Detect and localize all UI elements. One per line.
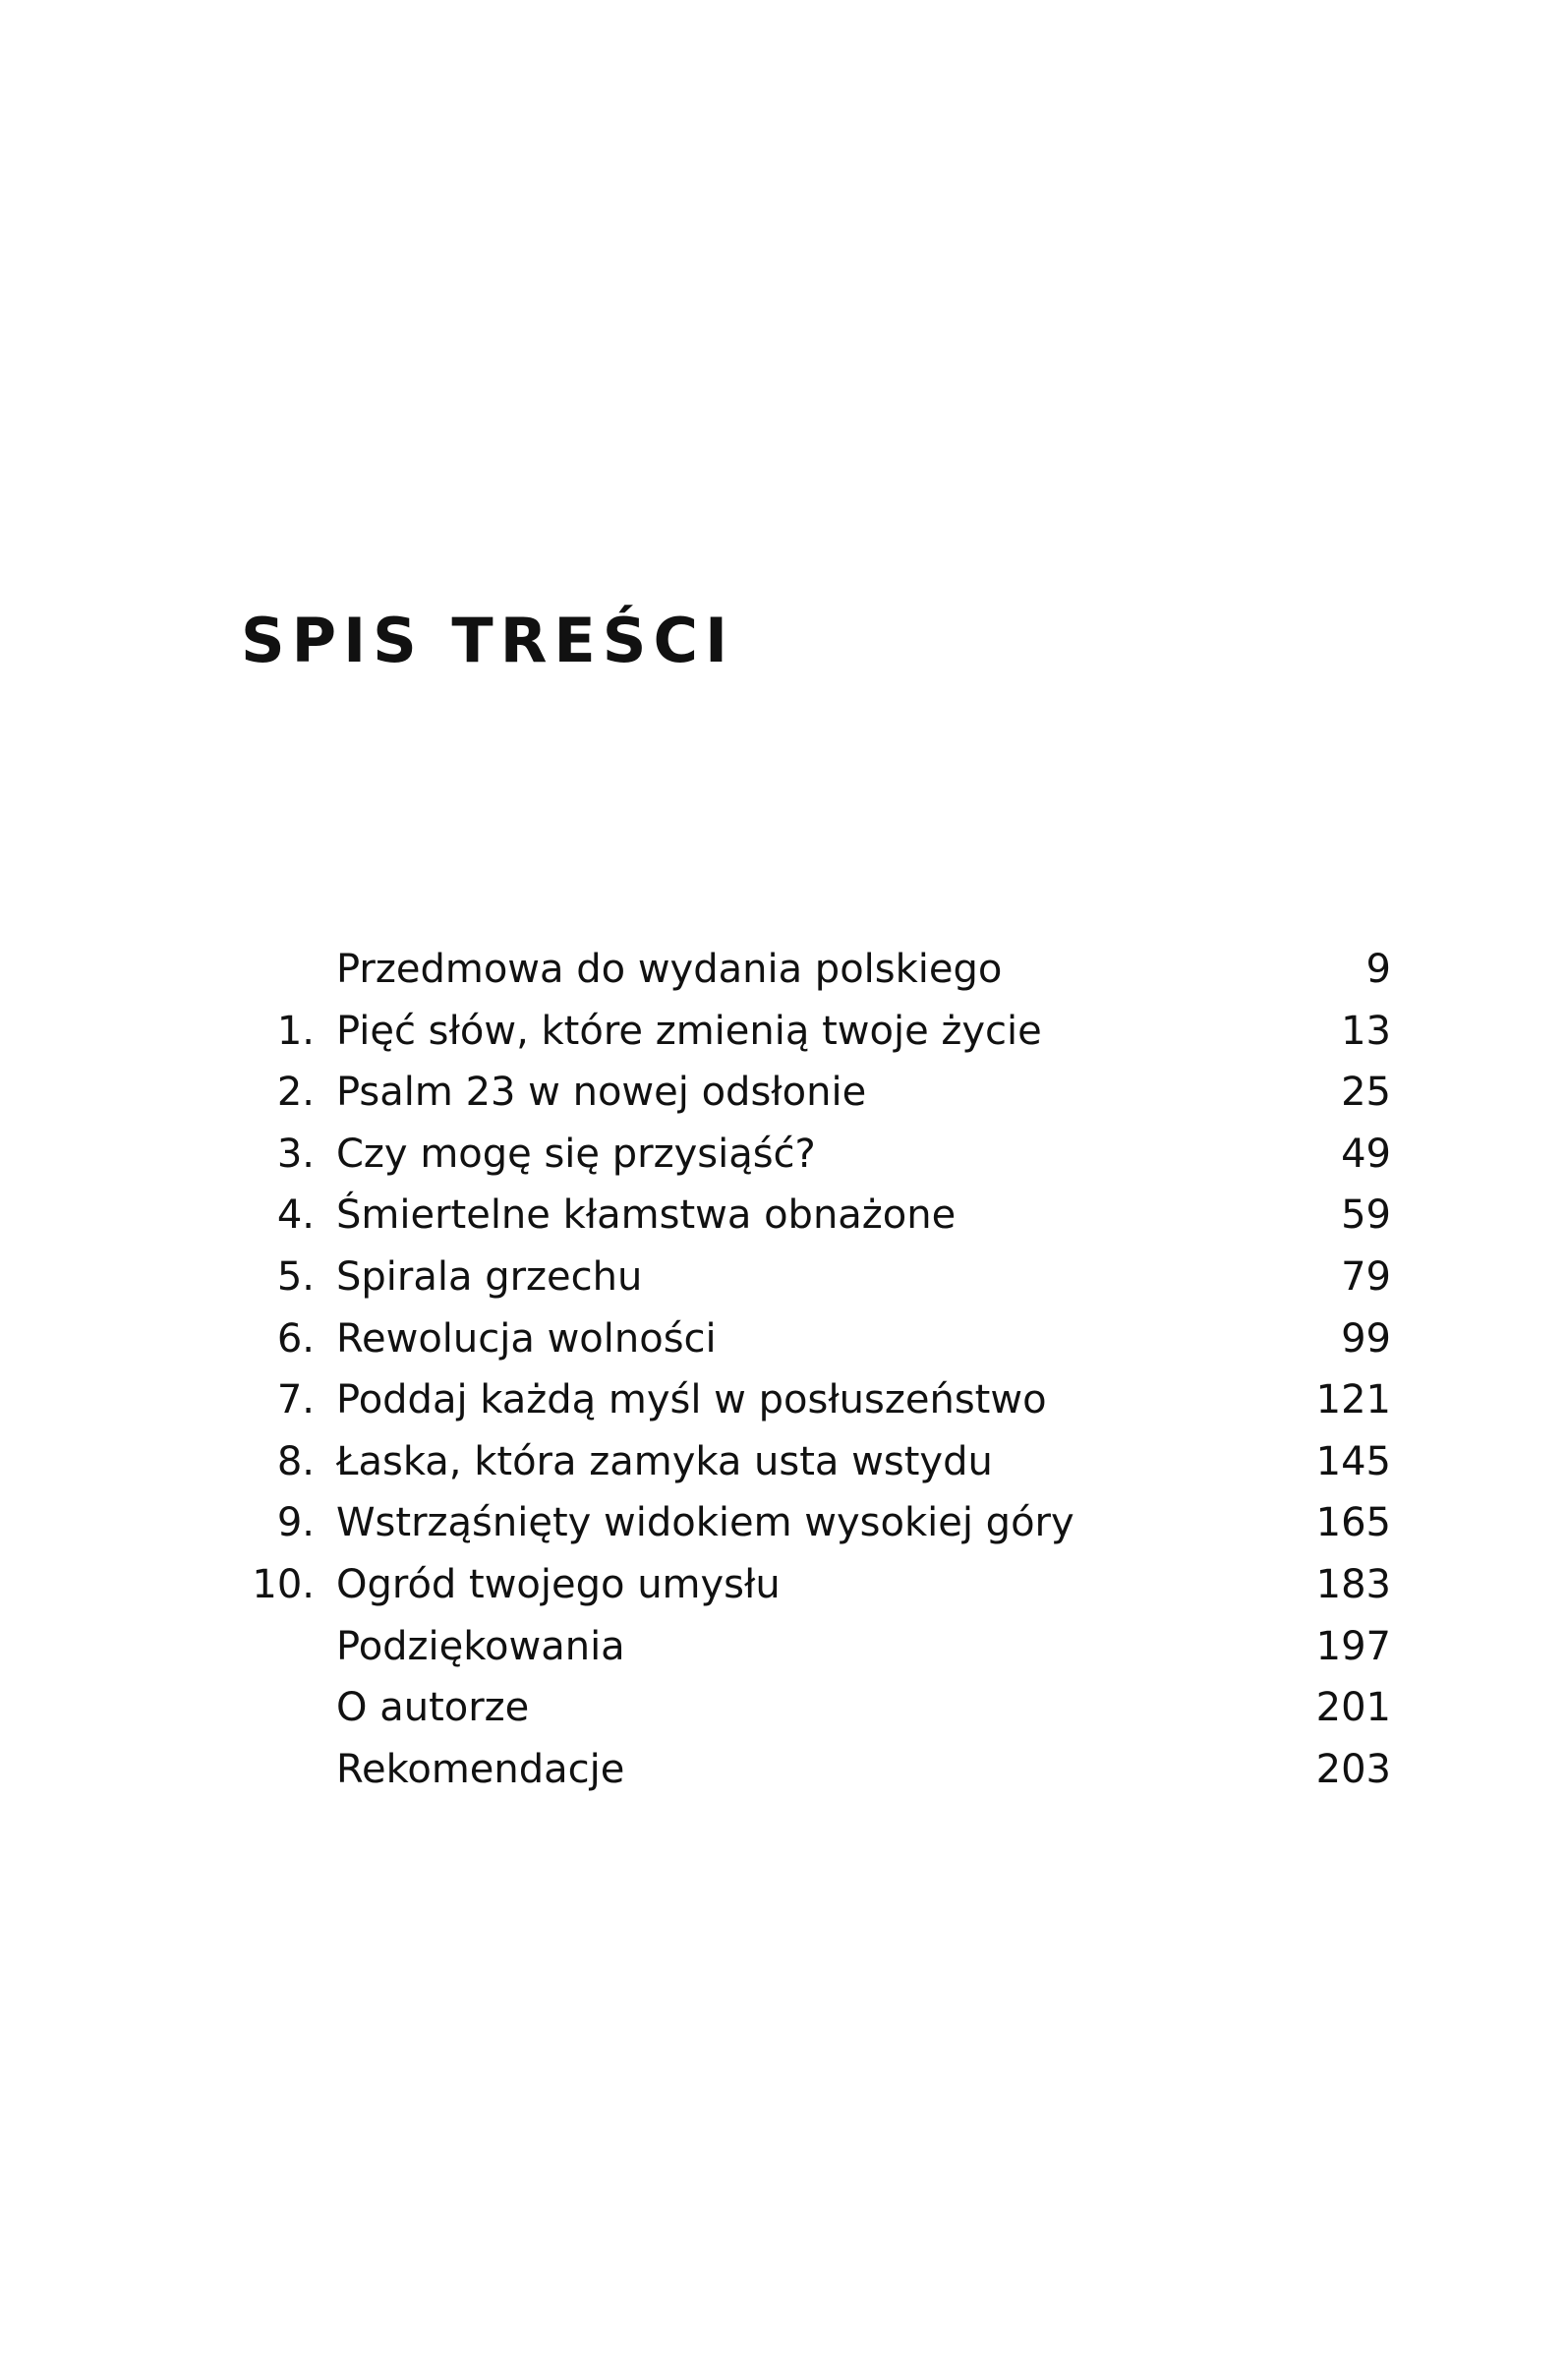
toc-entry-chapter-8 (236, 1431, 1391, 1493)
table-of-contents (236, 939, 1391, 1800)
toc-entry-title: Psalm 23 w nowej odsłonie (336, 1070, 867, 1116)
toc-entry-number: 3. (276, 1131, 315, 1177)
toc-entry-number: 9. (276, 1500, 315, 1546)
page-title: SPIS TREŚCI (241, 605, 735, 676)
toc-entry-title: Śmiertelne kłamstwa obnażone (336, 1192, 957, 1239)
toc-entry-title: Rekomendacje (336, 1746, 625, 1792)
toc-entry-number: 5. (276, 1253, 315, 1300)
toc-entry-number: 8. (276, 1438, 315, 1484)
toc-entry-number: 1. (276, 1008, 315, 1054)
toc-entry-page: 197 (1315, 1623, 1391, 1669)
toc-entry-page: 203 (1315, 1746, 1391, 1792)
toc-entry-number: 10. (252, 1561, 315, 1607)
toc-entry-page: 201 (1315, 1685, 1391, 1731)
toc-entry-number: 2. (276, 1070, 315, 1116)
toc-entry-recommendations (236, 1739, 1391, 1801)
toc-entry-title: O autorze (336, 1685, 530, 1731)
toc-entry-chapter-9 (236, 1492, 1391, 1554)
toc-entry-chapter-7 (236, 1369, 1391, 1431)
toc-entry-title: Czy mogę się przysiąść? (336, 1131, 816, 1177)
toc-entry-chapter-1 (236, 1001, 1391, 1063)
toc-entry-page: 49 (1341, 1131, 1391, 1177)
toc-entry-chapter-5 (236, 1247, 1391, 1308)
toc-entry-title: Łaska, która zamyka usta wstydu (336, 1438, 993, 1484)
toc-entry-number: 7. (276, 1377, 315, 1423)
toc-entry-chapter-2 (236, 1062, 1391, 1124)
toc-entry-page: 25 (1341, 1070, 1391, 1116)
toc-entry-title: Pięć słów, które zmienią twoje życie (336, 1008, 1042, 1054)
toc-entry-page: 59 (1341, 1192, 1391, 1239)
toc-entry-chapter-10 (236, 1554, 1391, 1616)
toc-entry-about-author (236, 1677, 1391, 1739)
toc-entry-title: Przedmowa do wydania polskiego (336, 947, 1003, 992)
toc-entry-page: 9 (1365, 947, 1391, 992)
toc-entry-number: 6. (276, 1315, 315, 1362)
toc-entry-page: 99 (1341, 1315, 1391, 1362)
toc-entry-preface (236, 939, 1391, 1001)
toc-entry-chapter-3 (236, 1124, 1391, 1186)
toc-entry-title: Spirala grzechu (336, 1253, 643, 1300)
toc-entry-page: 145 (1315, 1438, 1391, 1484)
toc-entry-title: Poddaj każdą myśl w posłuszeństwo (336, 1377, 1047, 1423)
toc-entry-page: 165 (1315, 1500, 1391, 1546)
toc-entry-page: 121 (1315, 1377, 1391, 1423)
toc-entry-chapter-6 (236, 1308, 1391, 1370)
toc-entry-page: 13 (1341, 1008, 1391, 1054)
toc-entry-title: Rewolucja wolności (336, 1315, 717, 1362)
toc-entry-chapter-4 (236, 1185, 1391, 1247)
toc-entry-title: Ogród twojego umysłu (336, 1561, 781, 1607)
toc-entry-page: 183 (1315, 1561, 1391, 1607)
toc-entry-title: Podziękowania (336, 1623, 625, 1669)
toc-entry-number: 4. (276, 1192, 315, 1239)
toc-entry-page: 79 (1341, 1253, 1391, 1300)
toc-entry-title: Wstrząśnięty widokiem wysokiej góry (336, 1500, 1074, 1546)
toc-entry-acknowledgements (236, 1616, 1391, 1678)
